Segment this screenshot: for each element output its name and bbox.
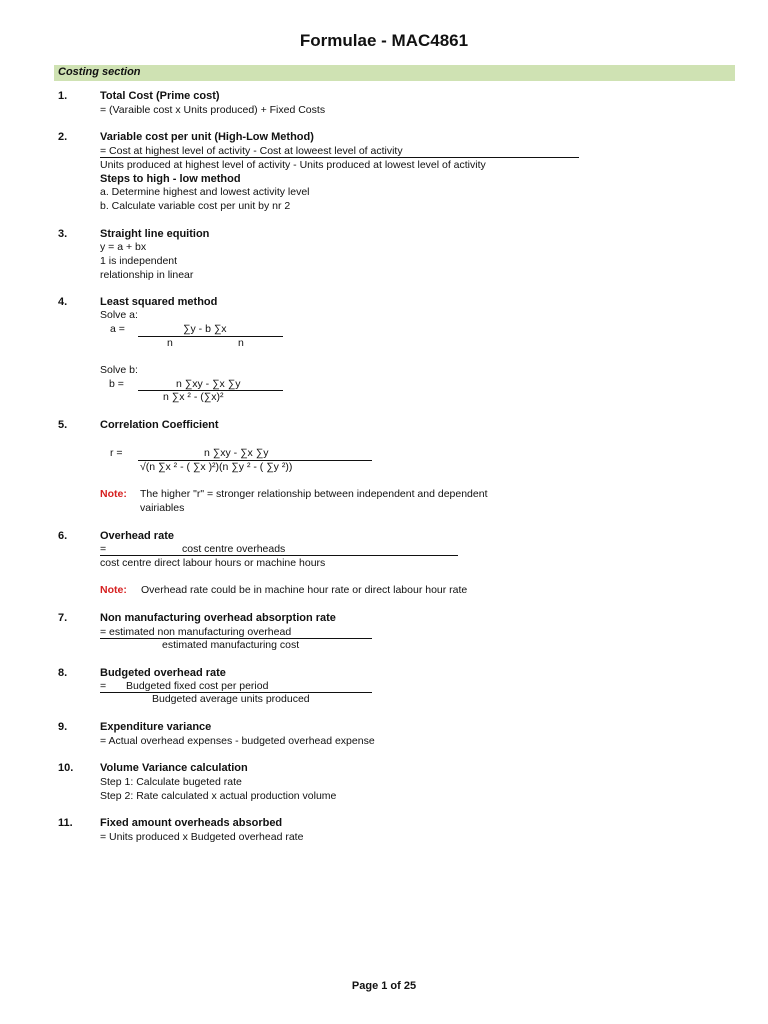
- note-text: The higher "r" = stronger relationship between independent and dependent: [140, 488, 488, 500]
- formula-line: Solve a:: [100, 309, 138, 321]
- fraction-denominator: n ∑x ² - (∑x)²: [163, 391, 224, 403]
- fraction-denominator: estimated manufacturing cost: [162, 639, 300, 651]
- item-number: 7.: [58, 612, 68, 624]
- step-line: Step 1: Calculate bugeted rate: [100, 776, 242, 788]
- item-heading: Variable cost per unit (High-Low Method): [100, 131, 314, 143]
- fraction-numerator: Budgeted fixed cost per period: [126, 680, 269, 692]
- formula-label: r =: [110, 447, 123, 459]
- item-number: 4.: [58, 296, 68, 308]
- fraction-numerator: = Cost at highest level of activity - Cost at loweest level of activity: [100, 145, 403, 157]
- step-line: b. Calculate variable cost per unit by nr 2: [100, 200, 291, 212]
- formula-line: 1 is independent: [100, 255, 178, 267]
- item-number: 2.: [58, 131, 68, 143]
- item-heading: Non manufacturing overhead absorption rate: [100, 612, 336, 624]
- fraction-bar: [100, 555, 458, 556]
- item-heading: Overhead rate: [100, 530, 174, 542]
- item-heading: Expenditure variance: [100, 721, 212, 733]
- fraction-denominator: Units produced at highest level of activity - Units produced at lowest level of activity: [100, 159, 486, 171]
- note-label: Note:: [100, 584, 127, 596]
- item-heading: Correlation Coefficient: [100, 419, 219, 431]
- item-number: 1.: [58, 90, 68, 102]
- item-heading: Budgeted overhead rate: [100, 667, 226, 679]
- item-heading: Least squared method: [100, 296, 218, 308]
- fraction-numerator: n ∑xy - ∑x ∑y: [204, 447, 269, 459]
- fraction-numerator: n ∑xy - ∑x ∑y: [176, 378, 241, 390]
- item-number: 6.: [58, 530, 68, 542]
- item-number: 8.: [58, 667, 68, 679]
- formula-label: =: [100, 543, 107, 555]
- item-number: 9.: [58, 721, 68, 733]
- section-title: Costing section: [58, 66, 141, 78]
- subheading: Steps to high - low method: [100, 173, 241, 185]
- fraction-denominator: n: [167, 337, 173, 349]
- step-line: Step 2: Rate calculated x actual production volume: [100, 790, 337, 802]
- formula-line: = (Varaible cost x Units produced) + Fixed Costs: [100, 104, 326, 116]
- formula-label: b =: [109, 378, 124, 390]
- formula-label: =: [100, 680, 107, 692]
- step-line: a. Determine highest and lowest activity level: [100, 186, 310, 198]
- fraction-denominator: cost centre direct labour hours or machine hours: [100, 557, 326, 569]
- formula-line: = Actual overhead expenses - budgeted overhead expense: [100, 735, 375, 747]
- fraction-denominator: √(n ∑x ² - ( ∑x )²)(n ∑y ² - ( ∑y ²)): [140, 461, 293, 473]
- item-heading: Total Cost (Prime cost): [100, 90, 220, 102]
- item-number: 3.: [58, 228, 68, 240]
- note-text: vairiables: [140, 502, 185, 514]
- formula-line: relationship in linear: [100, 269, 194, 281]
- item-heading: Volume Variance calculation: [100, 762, 248, 774]
- fraction-bar: [100, 157, 579, 158]
- note-text: Overhead rate could be in machine hour rate or direct labour hour rate: [141, 584, 468, 596]
- item-heading: Straight line equition: [100, 228, 210, 240]
- item-number: 10.: [58, 762, 74, 774]
- formula-line: = Units produced x Budgeted overhead rate: [100, 831, 304, 843]
- page-number: Page 1 of 25: [351, 980, 417, 992]
- formula-line: Solve b:: [100, 364, 138, 376]
- item-number: 5.: [58, 419, 68, 431]
- fraction-bar: [138, 336, 283, 337]
- fraction-numerator: ∑y - b ∑x: [183, 323, 227, 335]
- fraction-denominator: n: [238, 337, 244, 349]
- formula-line: y = a + bx: [100, 241, 147, 253]
- fraction-numerator: cost centre overheads: [182, 543, 286, 555]
- document-title: Formulae - MAC4861: [299, 31, 469, 50]
- item-heading: Fixed amount overheads absorbed: [100, 817, 283, 829]
- item-number: 11.: [58, 817, 73, 829]
- fraction-denominator: Budgeted average units produced: [152, 693, 310, 705]
- section-header-bar: [54, 65, 735, 81]
- note-label: Note:: [100, 488, 127, 500]
- fraction-numerator: = estimated non manufacturing overhead: [100, 626, 292, 638]
- formula-label: a =: [110, 323, 125, 335]
